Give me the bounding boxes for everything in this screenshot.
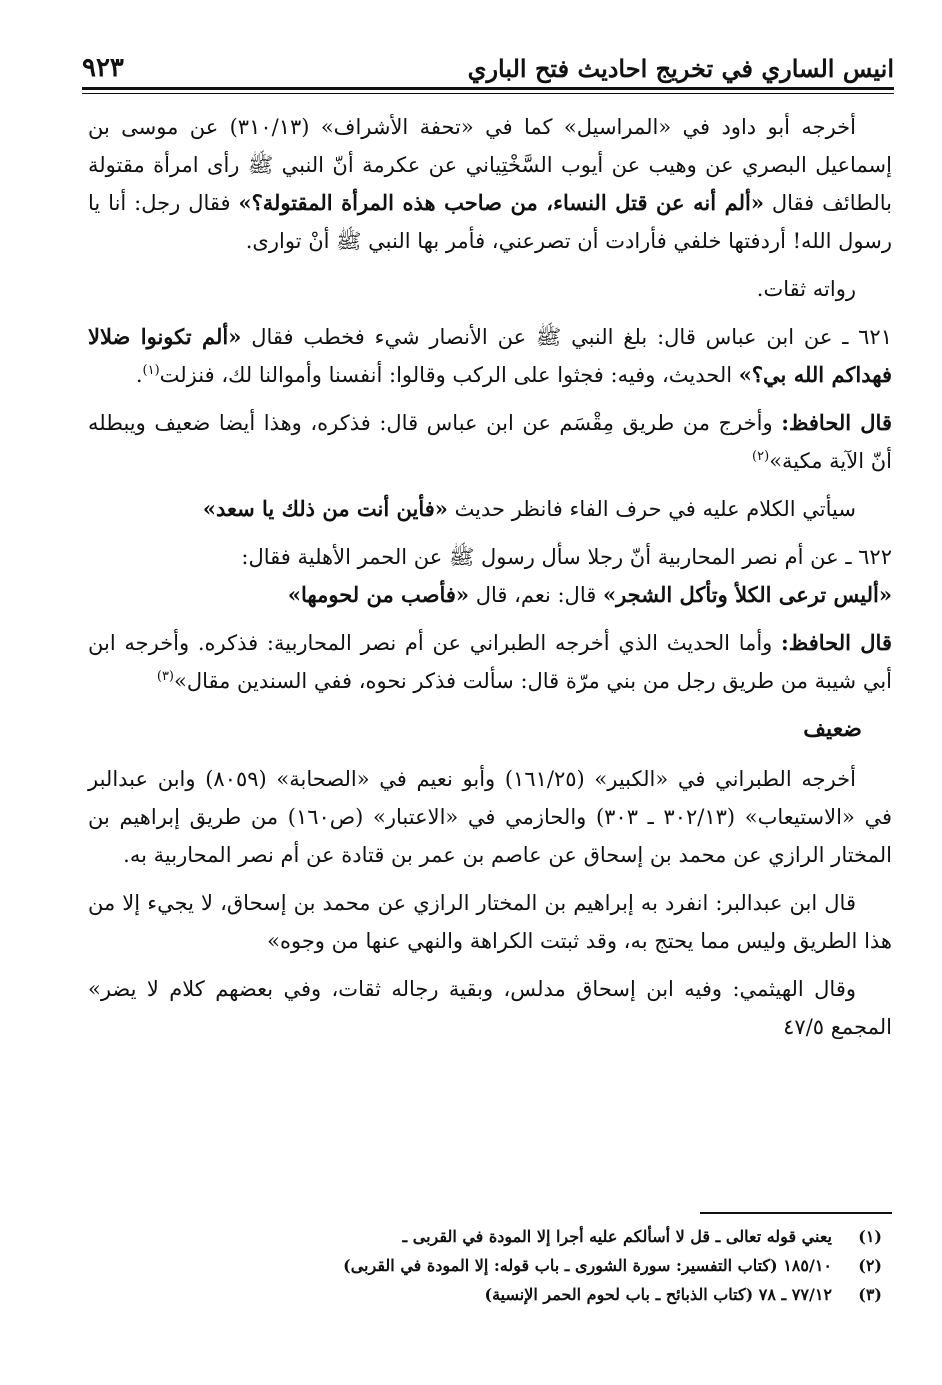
hafiz-comment: [88, 624, 892, 700]
footnote-ref[interactable]: (٣): [156, 669, 174, 684]
paragraph-text: رواته ثقات.: [756, 277, 856, 301]
comment-text: وأما الحديث الذي أخرجه الطبراني عن أم نصر المحاربية: فذكره. وأخرجه ابن أبي شيبة من طريق رجل من بني مرّة قال: سألت فذكر نحوه، ففي السندين مقال»: [88, 631, 892, 693]
footnote-item: [88, 1280, 882, 1309]
header-rule-thin: [82, 93, 894, 94]
comment-label: قال الحافظ:: [781, 630, 892, 655]
page-body: [88, 108, 892, 1056]
cross-reference: [88, 490, 892, 528]
footnote-ref[interactable]: (١): [142, 363, 160, 378]
footnote-text: يعني قوله تعالى ـ قل لا أسألكم عليه أجرا إلا المودة في القربى ـ: [402, 1227, 832, 1246]
footnotes: [88, 1222, 882, 1309]
hadith-number: ٦٢١ ـ: [842, 325, 892, 349]
comment-label: قال الحافظ:: [781, 410, 892, 435]
paragraph: [88, 760, 892, 874]
hadith-quote: «أليس ترعى الكلأ وتأكل الشجر»: [602, 582, 892, 607]
reference-text: سيأتي الكلام عليه في حرف الفاء فانظر حديث: [447, 497, 856, 521]
footnote-ref[interactable]: (٢): [752, 449, 770, 464]
hadith-entry-621: [88, 318, 892, 394]
footnote-text: ٧٧/١٢ ـ ٧٨ (كتاب الذبائح ـ باب لحوم الحمر الإنسية): [484, 1285, 832, 1304]
paragraph: [88, 970, 892, 1046]
hadith-text: .: [135, 363, 143, 387]
comment-text: وأخرج من طريق مِقْسَم عن ابن عباس قال: فذكره، وهذا أيضا ضعيف ويبطله أنّ الآية مكية»: [88, 411, 892, 473]
hadith-text: عن أم نصر المحاربية أنّ رجلا سأل رسول ﷺ عن الحمر الأهلية فقال:: [241, 545, 846, 569]
footnote-text: ١٨٥/١٠ (كتاب التفسير: سورة الشورى ـ باب قوله: إلا المودة في القربى): [343, 1256, 832, 1275]
paragraph-text: فقال رجل: أنا يا رسول الله! أردفتها خلفي فأرادت أن تصرعني، فأمر بها النبي ﷺ أنْ توارى.: [88, 191, 892, 253]
paragraph-text: وقال الهيثمي: وفيه ابن إسحاق مدلس، وبقية رجاله ثقات، وفي بعضهم كلام لا يضر» المجمع ٤٧/٥: [88, 977, 892, 1039]
header-title: انيس الساري في تخريج احاديث فتح الباري: [467, 53, 894, 83]
hadith-entry-622: [88, 538, 892, 614]
header-rule: [82, 87, 894, 90]
hadith-quote: «فأصب من لحومها»: [287, 582, 470, 607]
paragraph: [88, 108, 892, 260]
footnote-item: [88, 1222, 882, 1251]
footnote-separator: [700, 1212, 892, 1214]
page-number: ٩٢٣: [82, 53, 124, 83]
paragraph-text: أخرجه أبو داود في «المراسيل» كما في «تحفة الأشراف» (٣١٠/١٣) عن موسى بن إسماعيل البصري عن وهيب عن أيوب السَّخْتِياني عن عكرمة أنّ النبي ﷺ رأى امرأة مقتولة بالطائف فقال: [88, 115, 892, 215]
footnote-number: (٣): [858, 1285, 882, 1304]
footnote-item: [88, 1251, 882, 1280]
page-header: [82, 50, 894, 86]
paragraph-text: قال ابن عبدالبر: انفرد به إبراهيم بن المختار الرازي عن محمد بن إسحاق، لا يجيء إلا من هذا الطريق وليس مما يحتج به، وقد ثبتت الكراهة والنهي عنها من وجوه»: [88, 891, 892, 953]
hadith-text: الحديث، وفيه: فجثوا على الركب وقالوا: أنفسنا وأموالنا لك، فنزلت: [159, 363, 739, 387]
paragraph: [88, 270, 892, 308]
hadith-number: ٦٢٢ ـ: [845, 545, 892, 569]
footnote-number: (١): [858, 1227, 882, 1246]
hadith-text: قال: نعم، قال: [469, 583, 603, 607]
footnote-number: (٢): [858, 1256, 882, 1275]
paragraph: [88, 884, 892, 960]
hadith-quote: «ألم أنه عن قتل النساء، من صاحب هذه المرأة المقتولة؟»: [238, 190, 764, 215]
hadith-quote: «ألم تكونوا ضلالا فهداكم الله بي؟»: [88, 324, 892, 387]
hadith-text: عن ابن عباس قال: بلغ النبي ﷺ عن الأنصار شيء فخطب فقال: [241, 325, 843, 349]
paragraph-text: أخرجه الطبراني في «الكبير» (١٦١/٢٥) وأبو نعيم في «الصحابة» (٨٠٥٩) وابن عبدالبر في «الاستيعاب» (٣٠٢/١٣ ـ ٣٠٣) والحازمي في «الاعتبار» (ص١٦٠) من طريق إبراهيم بن المختار الرازي عن محمد بن إسحاق عن عاصم بن عمر بن قتادة عن أم نصر المحاربية به.: [88, 767, 892, 867]
hafiz-comment: [88, 404, 892, 480]
reference-quote: «فأين أنت من ذلك يا سعد»: [202, 496, 448, 521]
grading-heading: ضعيف: [803, 716, 862, 742]
